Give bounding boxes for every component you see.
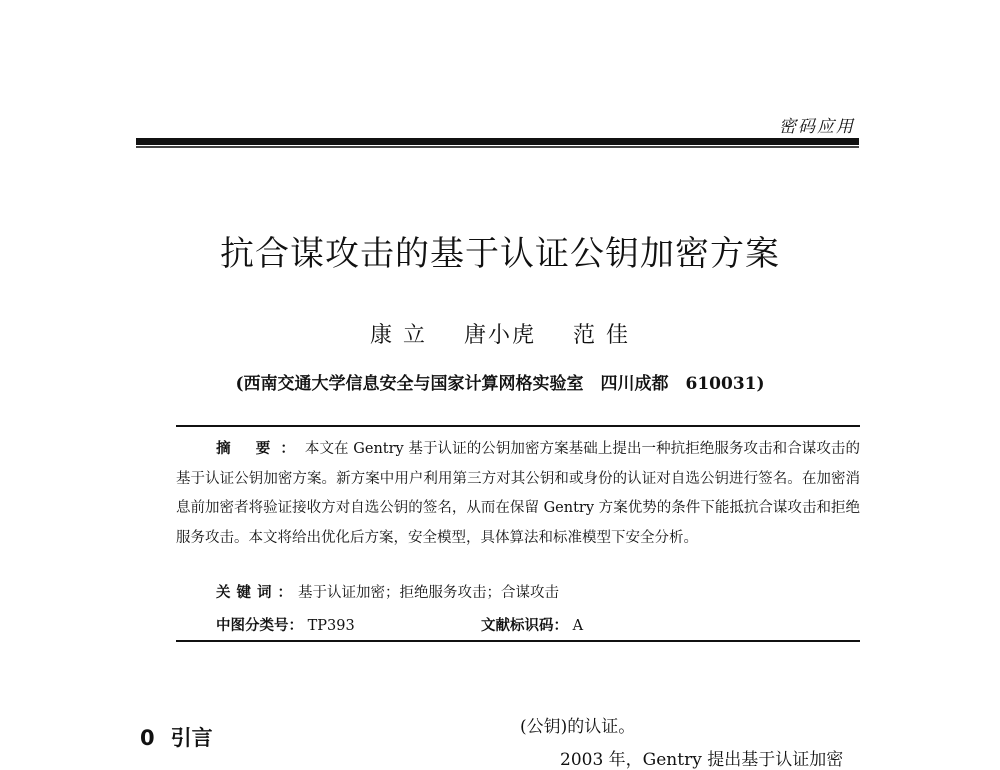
clc-value: TP393: [307, 618, 355, 634]
abstract-label: 摘 要：: [216, 440, 305, 457]
abstract-text: 本文在 Gentry 基于认证的公钥加密方案基础上提出一种抗拒绝服务攻击和合谋攻击的基于认证公钥加密方案。新方案中用户利用第三方对其公钥和或身份的认证对自选公钥进行签名。在加密消息前加密者将验证接收方对自选公钥的签名，从而在保留 Gentry 方案优势的条件下能抵抗合谋攻击和拒绝服务攻击。本文将给出优化后方案，安全模型，具体算法和标准模型下安全分析。: [176, 441, 860, 546]
keywords-text: 基于认证加密；拒绝服务攻击；合谋攻击: [298, 585, 559, 601]
body-text-col2-line2: 2003 年，Gentry 提出基于认证加密: [560, 750, 844, 770]
section-title: 引言: [170, 726, 213, 750]
section-heading: [140, 722, 213, 752]
keywords-label: 关键词：: [216, 584, 298, 601]
header-rule-thin: [136, 146, 859, 148]
doc-code-value: A: [572, 618, 584, 634]
header-rule: [136, 138, 859, 145]
paper-title: 抗合谋攻击的基于认证公钥加密方案: [220, 234, 780, 274]
clc-label: 中图分类号：: [216, 617, 303, 634]
authors: [0, 318, 1000, 349]
section-number: 0: [140, 726, 155, 750]
body-text-col2-line1: (公钥)的认证。: [520, 717, 636, 737]
abstract-rule-bottom: [176, 640, 860, 642]
affiliation: (西南交通大学信息安全与国家计算网格实验室 四川成都 610031): [235, 374, 765, 394]
author-2: 唐小虎: [463, 323, 536, 348]
keywords: [216, 581, 559, 602]
running-header-section: 密码应用: [779, 117, 855, 137]
abstract: [176, 434, 860, 553]
doc-code-label: 文献标识码：: [481, 617, 568, 634]
abstract-rule-top: [176, 425, 860, 427]
author-1: 康 立: [369, 323, 427, 348]
author-3: 范 佳: [573, 323, 630, 348]
